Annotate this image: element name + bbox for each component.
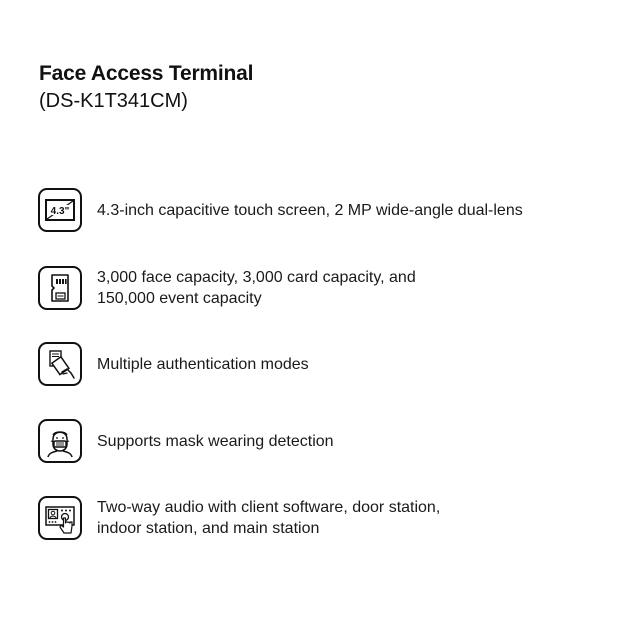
feature-text bbox=[97, 267, 416, 309]
feature-text bbox=[97, 354, 309, 375]
face-mask-icon bbox=[38, 419, 82, 463]
feature-line: Supports mask wearing detection bbox=[97, 432, 334, 450]
feature-line: Two-way audio with client software, door station, bbox=[97, 499, 441, 516]
feature-text bbox=[97, 431, 334, 452]
feature-mask-detection bbox=[38, 419, 334, 463]
feature-line: 3,000 face capacity, 3,000 card capacity, and bbox=[97, 269, 416, 286]
feature-line: 4.3-inch capacitive touch screen, 2 MP wide-angle dual-lens bbox=[97, 201, 523, 219]
feature-line: Multiple authentication modes bbox=[97, 355, 309, 373]
feature-touch-screen bbox=[38, 188, 523, 232]
card-swipe-icon bbox=[38, 342, 82, 386]
feature-two-way-audio bbox=[38, 496, 440, 540]
feature-capacity bbox=[38, 266, 416, 310]
intercom-panel-icon bbox=[38, 496, 82, 540]
feature-authentication bbox=[38, 342, 309, 386]
memory-card-icon bbox=[38, 266, 82, 310]
screen-size-icon bbox=[38, 188, 82, 232]
model-number: (DS-K1T341CM) bbox=[39, 90, 188, 112]
svg-text:4.3": 4.3" bbox=[50, 206, 70, 217]
feature-text bbox=[97, 497, 440, 539]
feature-line: 150,000 event capacity bbox=[97, 290, 262, 307]
page-title: Face Access Terminal bbox=[39, 62, 254, 85]
feature-line: indoor station, and main station bbox=[97, 520, 320, 537]
feature-text bbox=[97, 200, 523, 221]
